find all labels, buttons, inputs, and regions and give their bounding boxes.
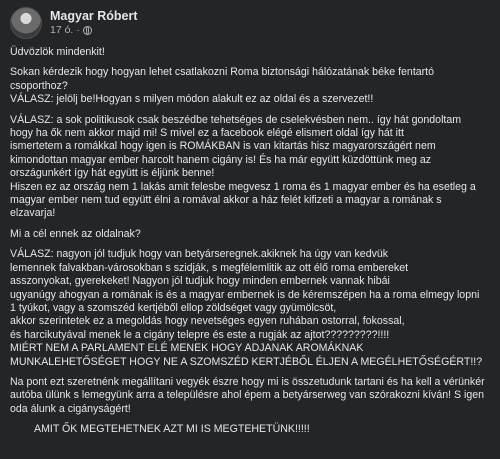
answer2-line: elzavarja!	[10, 207, 56, 220]
answer3-line: lemennek falvakban-városokban s szidják, s megfélemlitik az ott élő roma embereket	[10, 261, 409, 274]
answer3-line: és harcikutyával menek le a cigány telepre és este a rugják az ajtot?????????!!!!	[10, 328, 390, 341]
question1-line: csoporthoz?	[10, 79, 68, 92]
slogan-text: AMIT ŐK MEGTEHETNEK AZT MI IS MEGTEHETÜNK!!!!!	[34, 423, 310, 436]
answer2-line: magyar ember nem tud együtt élni a romával akkor a ház felét kifizeti a magyar a romának s	[10, 194, 442, 207]
answer3-line: MIÉRT NEM A PARLAMENT ELÉ MENEK HOGY ADJANAK AROMÁKNAK	[10, 342, 364, 355]
answer1-text: VÁLASZ: jelölj be!Hogyan s milyen módon alakult ez az oldal és a szervezet!!	[10, 93, 374, 106]
answer3-line: MUNKALEHETŐSÉGET HOGY NE A SZOMSZÉD KERTJÉBŐL ÉLJEN A MEGÉLHETŐSÉGÉRT!!?	[10, 355, 483, 368]
answer2-line: országunkért így hát együtt is éljünk benne!	[10, 167, 215, 180]
post-timestamp[interactable]: 17 ó.	[50, 24, 74, 36]
question2-text: Mi a cél ennek az oldalnak?	[10, 227, 141, 240]
answer2-line: kimondottan magyar ember harcolt hanem cigány is! És ha már együtt küzdöttünk meg az	[10, 153, 432, 166]
answer2-line: VÁLASZ: a sok politikusok csak beszédbe tehetséges de cselekvésben nem.. így hát gondoltam	[10, 113, 462, 126]
greeting-text: Üdvözlök mindenkit!	[10, 46, 105, 58]
answer3-line: VÁLASZ: nagyon jól tudjuk hogy van betyárseregnek.akiknek ha úgy van kedvük	[10, 248, 389, 261]
answer2-line: Hiszen ez az ország nem 1 lakás amit felesbe megvesz 1 roma és 1 magyar ember és ha esetleg a	[10, 180, 476, 193]
post-meta	[50, 9, 138, 37]
question1-line: Sokan kérdezik hogy hogyan lehet csatlakozni Roma biztonsági hálózatának béke fentartó	[10, 66, 435, 79]
answer3-line: ugyanúgy ahogyan a romának is és a magyar embernek is de kéremszépen ha a roma elmegy lopni	[10, 288, 480, 301]
closing-line: autóba ülünk s lemegyünk arra a településre ahol épem a betyárserweg van szórakozni kíván! S igen	[10, 389, 485, 402]
answer3-line: akkor szerintetek ez a megoldás hogy nevetséges egyen ruhában ostorral, fokossal,	[10, 315, 405, 328]
globe-icon[interactable]	[83, 26, 92, 35]
answer2-line: hogy ha ők nem akkor majd mi! S mivel ez a facebook elégé elismert oldal így hát itt	[10, 127, 404, 140]
separator-dot: ·	[76, 24, 80, 36]
answer3-line: 1 tyúkot, vagy a szomszéd kertjéből ellop zöldséget vagy gyümölcsöt,	[10, 301, 337, 314]
answer3-line: asszonyokat, gyerekeket! Nagyon jól tudjuk hogy minden embernek vannak hibái	[10, 275, 390, 288]
avatar[interactable]	[10, 7, 42, 39]
post-text	[10, 46, 490, 437]
answer2-line: ismertetem a romákkal hogy igen is ROMÁKBAN is van kitartás hisz magyarországért nem	[10, 140, 436, 153]
closing-line: Na pont ezt szeretnénk megállítani vegyék észre hogy mi is összetudunk tartani és ha kell a vérünkér	[10, 375, 485, 388]
author-name[interactable]: Magyar Róbert	[50, 9, 138, 23]
post-header	[10, 6, 490, 40]
closing-line: oda álunk a cigányságért!	[10, 402, 131, 415]
post-subline	[50, 23, 138, 37]
